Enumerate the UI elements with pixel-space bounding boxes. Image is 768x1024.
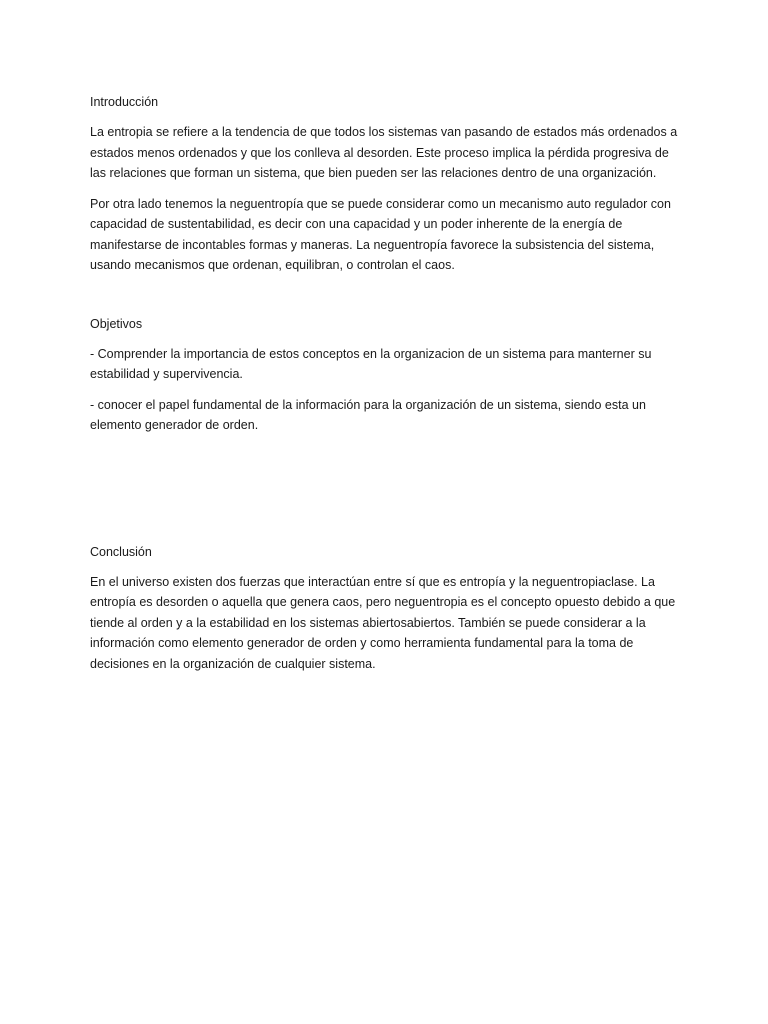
introduction-paragraph-2: Por otra lado tenemos la neguentropía que se puede considerar como un mecanismo auto regulador con capacidad de sustentabilidad, es decir con una capacidad y un poder inherente de la energía de manifestarse de incontables formas y maneras. La neguentropía favorece la subsistencia del sistema, usando mecanismos que ordenan, equilibran, o controlan el caos. [90,196,671,272]
objectives-heading: Objetivos [90,316,143,331]
conclusion-section [90,542,680,675]
introduction-paragraph-1: La entropia se refiere a la tendencia de que todos los sistemas van pasando de estados más ordenados a estados menos ordenados y que los conlleva al desorden. Este proceso implica la pérdida progresiva de las relaciones que forman un sistema, que bien pueden ser las relaciones dentro de una organización. [90,125,678,180]
objectives-section [90,314,680,436]
document-page [90,92,680,684]
objective-item-2: - conocer el papel fundamental de la información para la organización de un sistema, siendo esta un elemento generador de orden. [90,397,646,432]
objective-item-1: - Comprender la importancia de estos conceptos en la organizacion de un sistema para manterner su estabilidad y supervivencia. [90,346,652,381]
conclusion-heading: Conclusión [90,544,152,559]
introduction-heading: Introducción [90,95,159,109]
introduction-section [90,92,680,276]
conclusion-paragraph: En el universo existen dos fuerzas que interactúan entre sí que es entropía y la neguentropiaclase. La entropía es desorden o aquella que genera caos, pero neguentropia es el concepto opuesto debido a que tiende al orden y a la estabilidad en los sistemas abiertosabiertos. También se puede considerar a la información como elemento generador de orden y como herramienta fundamental para la toma de decisiones en la organización de cualquier sistema. [90,574,676,671]
